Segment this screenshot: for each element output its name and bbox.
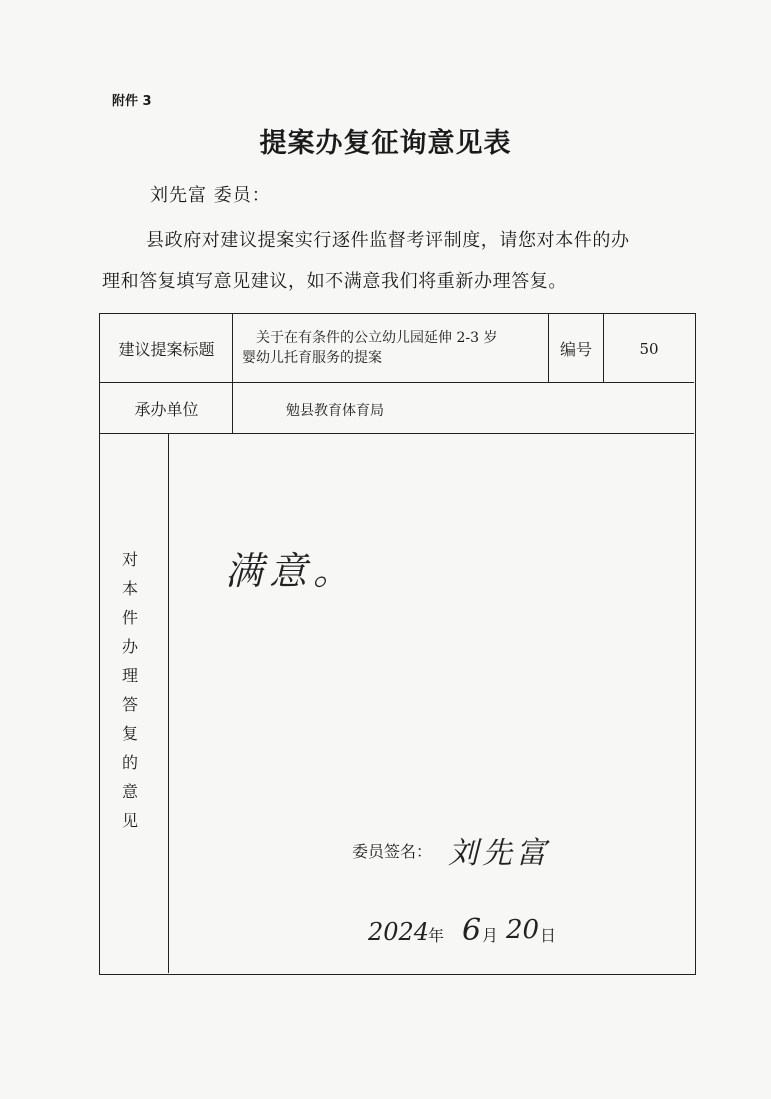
signature-label: 委员签名：: [352, 842, 433, 861]
date-year: 2024: [368, 918, 430, 946]
intro-paragraph-line-2: 理和答复填写意见建议，如不满意我们将重新办理答复。: [102, 271, 567, 292]
row-divider: [100, 433, 694, 434]
number-value: 50: [639, 339, 659, 358]
title-value: [242, 328, 542, 368]
unit-value: 勉县教育体育局: [286, 403, 384, 419]
opinion-label-vertical: [112, 545, 148, 835]
addressee: 刘先富 委员：: [150, 185, 271, 206]
date-year-unit: 年: [428, 926, 445, 945]
date-day: 20: [506, 915, 540, 945]
col-divider: [232, 382, 233, 433]
handwritten-signature: 刘先富: [448, 836, 550, 871]
col-divider: [168, 433, 169, 973]
intro-paragraph-line-1: 县政府对建议提案实行逐件监督考评制度，请您对本件的办: [146, 230, 630, 251]
date-month-unit: 月: [482, 926, 499, 945]
attachment-label: 附件 3: [112, 94, 152, 109]
handwritten-opinion: 满意。: [225, 549, 358, 593]
opinion-label-char: 本: [121, 579, 138, 598]
number-label: 编号: [559, 340, 592, 359]
title-value-line-2: 婴幼儿托育服务的提案: [242, 350, 382, 366]
page-title: 提案办复征询意见表: [259, 128, 512, 159]
title-label: 建议提案标题: [118, 340, 215, 359]
opinion-label-char: 见: [121, 811, 138, 830]
col-divider: [232, 314, 233, 382]
opinion-label-char: 件: [121, 608, 138, 627]
opinion-label-char: 答: [121, 695, 138, 714]
opinion-label-char: 的: [121, 753, 138, 772]
opinion-label-char: 对: [121, 550, 138, 569]
unit-label: 承办单位: [134, 399, 199, 419]
opinion-label-char: 意: [121, 782, 138, 801]
date-month: 6: [462, 913, 482, 948]
opinion-label-char: 复: [121, 724, 138, 743]
date-day-unit: 日: [540, 926, 557, 945]
title-value-line-1: 关于在有条件的公立幼儿园延伸 2-3 岁: [256, 330, 498, 346]
opinion-label-char: 理: [121, 666, 138, 685]
opinion-label-char: 办: [121, 637, 138, 656]
